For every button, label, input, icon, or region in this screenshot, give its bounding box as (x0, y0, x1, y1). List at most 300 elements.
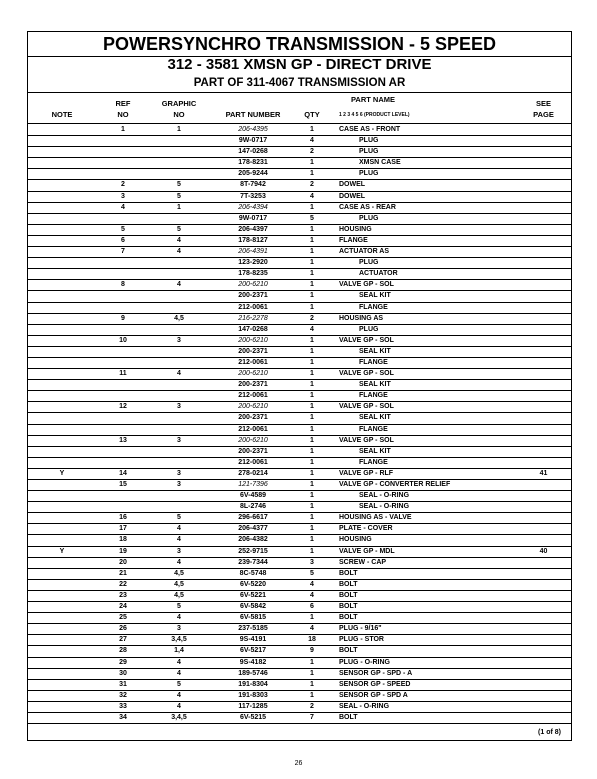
row-part-name: DOWEL (339, 192, 366, 200)
row-part-number: 7T-3253 (240, 192, 266, 200)
table-row (28, 680, 571, 691)
row-part-name: BOLT (339, 647, 358, 655)
row-ref-no: 27 (119, 636, 127, 644)
row-part-name: SEAL KIT (359, 414, 391, 422)
row-graphic-no: 4 (177, 669, 181, 677)
row-graphic-no: 4 (177, 658, 181, 666)
row-graphic-no: 4 (177, 536, 181, 544)
row-qty: 1 (310, 381, 314, 389)
row-part-number: 206-4397 (238, 225, 268, 233)
row-ref-no: 33 (119, 702, 127, 710)
table-row (28, 480, 571, 491)
row-part-number: 6V-5220 (239, 580, 267, 588)
row-part-name: CASE AS - FRONT (339, 126, 401, 133)
row-see-page: 41 (539, 469, 548, 477)
row-part-name: VALVE GP - SOL (339, 370, 394, 378)
row-graphic-no: 5 (177, 225, 181, 233)
row-part-number: 6V-5815 (239, 614, 267, 622)
row-part-name: FLANGE (339, 236, 368, 244)
row-part-name: PLUG (359, 259, 379, 267)
row-part-name: BOLT (339, 569, 358, 577)
row-qty: 1 (310, 170, 314, 178)
table-row (28, 513, 571, 524)
row-part-name: HOUSING (339, 536, 372, 544)
row-qty: 1 (310, 492, 314, 500)
table-row (28, 247, 571, 258)
row-part-number: 252-9715 (238, 547, 268, 555)
row-qty: 2 (310, 702, 314, 710)
row-graphic-no: 3 (177, 481, 181, 488)
row-graphic-no: 1 (177, 126, 181, 133)
table-row (28, 602, 571, 613)
row-part-name: ACTUATOR AS (339, 248, 390, 256)
row-part-name: FLANGE (359, 458, 388, 466)
row-graphic-no: 4,5 (174, 314, 184, 322)
table-row (28, 214, 571, 225)
table-row (28, 236, 571, 247)
row-qty: 4 (310, 192, 314, 200)
row-qty: 1 (310, 358, 314, 366)
table-row (28, 713, 571, 724)
row-qty: 1 (310, 447, 314, 455)
table-row (28, 635, 571, 646)
row-qty: 1 (310, 691, 314, 699)
row-qty: 1 (310, 425, 314, 433)
table-row (28, 147, 571, 158)
row-part-number: 212-0061 (238, 458, 268, 466)
row-qty: 2 (310, 148, 314, 156)
table-row (28, 325, 571, 336)
row-qty: 7 (310, 713, 314, 721)
table-row (28, 591, 571, 602)
table-row (28, 258, 571, 269)
row-graphic-no: 4 (177, 281, 181, 289)
header-ref-1: REF (115, 99, 131, 108)
row-qty: 4 (310, 580, 314, 588)
row-part-number: 9S-4182 (239, 658, 267, 666)
row-part-number: 239-7344 (238, 558, 268, 566)
row-ref-no: 14 (119, 469, 127, 477)
row-ref-no: 31 (119, 680, 127, 688)
row-qty: 1 (310, 614, 314, 622)
row-part-name: HOUSING AS (339, 314, 384, 322)
row-part-number: 200-6210 (238, 370, 268, 378)
row-graphic-no: 4 (177, 236, 181, 244)
table-row (28, 691, 571, 702)
row-graphic-no: 3 (177, 469, 181, 477)
sheet-label: (1 of 8) (538, 729, 561, 736)
row-qty: 1 (310, 259, 314, 267)
table-row (28, 580, 571, 591)
row-graphic-no: 5 (177, 603, 181, 611)
row-graphic-no: 3 (177, 625, 181, 633)
row-qty: 1 (310, 536, 314, 544)
row-part-name: VALVE GP - SOL (339, 436, 394, 444)
row-part-name: FLANGE (359, 303, 388, 311)
table-row (28, 280, 571, 291)
row-graphic-no: 4 (177, 691, 181, 699)
row-graphic-no: 4 (177, 558, 181, 566)
row-part-number: 206-4377 (238, 525, 268, 533)
row-qty: 1 (310, 469, 314, 477)
row-ref-no: 9 (121, 314, 125, 322)
row-part-number: 278-0214 (238, 469, 268, 477)
row-qty: 1 (310, 503, 314, 511)
header-qty: QTY (304, 110, 320, 119)
row-qty: 2 (310, 181, 314, 189)
row-part-number: 200-6210 (238, 436, 268, 444)
row-part-number: 212-0061 (238, 303, 268, 311)
row-part-number: 147-0268 (238, 325, 268, 333)
row-part-name: SEAL KIT (359, 447, 391, 455)
table-row (28, 369, 571, 380)
table-row (28, 413, 571, 424)
table-row (28, 402, 571, 413)
row-qty: 5 (310, 569, 314, 577)
row-graphic-no: 5 (177, 181, 181, 189)
row-ref-no: 5 (121, 225, 125, 233)
row-qty: 1 (310, 236, 314, 244)
row-graphic-no: 4 (177, 525, 181, 533)
row-part-name: SEAL KIT (359, 292, 391, 300)
row-part-name: SEAL KIT (359, 381, 391, 389)
row-qty: 1 (310, 270, 314, 278)
group-title: 312 - 3581 XMSN GP - DIRECT DRIVE (167, 56, 432, 73)
table-row (28, 702, 571, 713)
row-part-number: 6V-5221 (239, 591, 267, 599)
row-qty: 1 (310, 525, 314, 533)
table-row (28, 269, 571, 280)
row-part-name: SENSOR GP - SPD - A (339, 669, 413, 677)
row-qty: 1 (310, 336, 314, 344)
row-part-name: VALVE GP - SOL (339, 336, 394, 344)
row-ref-no: 26 (119, 625, 127, 633)
table-row (28, 291, 571, 302)
row-part-number: 200-2371 (238, 381, 268, 389)
row-qty: 4 (310, 325, 314, 333)
row-part-number: 121-7396 (238, 481, 268, 488)
row-part-name: BOLT (339, 591, 358, 599)
header-see-1: SEE (535, 99, 551, 108)
table-row (28, 569, 571, 580)
row-ref-no: 11 (119, 370, 127, 378)
table-row (28, 391, 571, 402)
row-part-number: 191-8304 (238, 680, 268, 688)
row-part-number: 6V-5842 (239, 603, 267, 611)
row-part-number: 123-2920 (238, 259, 268, 267)
row-qty: 1 (310, 370, 314, 378)
row-part-number: 178-8127 (238, 236, 268, 244)
header-part-name: PART NAME (350, 95, 396, 104)
table-row (28, 502, 571, 513)
row-part-name: FLANGE (359, 358, 388, 366)
row-part-name: VALVE GP - CONVERTER RELIEF (339, 481, 451, 488)
row-part-number: 206-4395 (238, 126, 268, 133)
table-row (28, 425, 571, 436)
row-ref-no: 29 (119, 658, 127, 666)
row-qty: 1 (310, 481, 314, 488)
row-ref-no: 3 (121, 192, 125, 200)
table-row (28, 491, 571, 502)
row-see-page: 40 (539, 547, 548, 555)
row-part-name: PLUG - STOR (339, 636, 384, 644)
row-part-name: FLANGE (359, 392, 388, 400)
row-graphic-no: 3 (177, 547, 181, 555)
row-ref-no: 19 (119, 547, 127, 555)
row-graphic-no: 3,4,5 (171, 713, 187, 721)
part-of-label: PART OF 311-4067 TRANSMISSION AR (193, 77, 406, 89)
row-qty: 6 (310, 603, 314, 611)
row-part-number: 6V-4589 (239, 492, 267, 500)
row-ref-no: 1 (121, 126, 125, 133)
row-qty: 1 (310, 680, 314, 688)
table-row (28, 125, 571, 136)
row-ref-no: 25 (119, 614, 127, 622)
row-part-number: 117-1285 (238, 702, 268, 710)
row-graphic-no: 3 (177, 336, 181, 344)
parts-list-frame (27, 31, 572, 741)
row-note: Y (59, 469, 65, 477)
row-graphic-no: 4 (177, 370, 181, 378)
row-part-name: SENSOR GP - SPEED (339, 680, 411, 688)
row-qty: 1 (310, 248, 314, 256)
row-qty: 1 (310, 514, 314, 522)
row-ref-no: 22 (119, 580, 127, 588)
row-qty: 1 (310, 281, 314, 289)
row-ref-no: 24 (119, 603, 127, 611)
row-qty: 1 (310, 658, 314, 666)
row-ref-no: 7 (121, 248, 125, 256)
table-row (28, 624, 571, 635)
row-qty: 1 (310, 203, 314, 211)
row-ref-no: 16 (119, 514, 127, 522)
row-qty: 9 (310, 647, 314, 655)
row-part-number: 9S-4191 (239, 636, 267, 644)
row-part-number: 191-8303 (238, 691, 268, 699)
row-ref-no: 21 (119, 569, 127, 577)
row-part-name: SEAL KIT (359, 347, 391, 355)
table-row (28, 347, 571, 358)
row-qty: 4 (310, 591, 314, 599)
row-qty: 1 (310, 126, 314, 133)
table-header (28, 92, 571, 124)
row-ref-no: 8 (121, 281, 125, 289)
row-graphic-no: 4 (177, 248, 181, 256)
table-row (28, 558, 571, 569)
row-part-number: 6V-5215 (239, 713, 267, 721)
row-part-name: FLANGE (359, 425, 388, 433)
row-qty: 18 (308, 636, 316, 644)
row-graphic-no: 4,5 (174, 591, 184, 599)
row-part-name: PLUG (359, 137, 379, 145)
row-part-number: 8T-7942 (240, 181, 266, 189)
row-ref-no: 12 (119, 403, 127, 411)
row-part-name: PLUG (359, 148, 379, 156)
table-row (28, 169, 571, 180)
row-part-name: SENSOR GP - SPD A (339, 691, 408, 699)
row-part-number: 212-0061 (238, 358, 268, 366)
document-title: POWERSYNCHRO TRANSMISSION - 5 SPEED (28, 32, 571, 57)
row-part-name: PLUG - O-RING (339, 658, 390, 666)
row-part-name: SCREW - CAP (339, 558, 387, 566)
table-row (28, 314, 571, 325)
row-graphic-no: 4 (177, 614, 181, 622)
row-part-number: 200-6210 (238, 336, 268, 344)
row-part-number: 200-2371 (238, 347, 268, 355)
row-graphic-no: 1 (177, 203, 181, 211)
row-ref-no: 18 (119, 536, 127, 544)
header-graphic-2: NO (173, 110, 185, 119)
row-graphic-no: 5 (177, 192, 181, 200)
row-graphic-no: 3,4,5 (171, 636, 187, 644)
row-part-number: 178-8231 (238, 159, 268, 167)
row-qty: 4 (310, 137, 314, 145)
table-row (28, 336, 571, 347)
row-ref-no: 20 (119, 558, 127, 566)
table-row (28, 180, 571, 191)
row-qty: 1 (310, 347, 314, 355)
table-row (28, 158, 571, 169)
header-see-2: PAGE (533, 110, 554, 119)
table-row (28, 613, 571, 624)
table-row (28, 658, 571, 669)
header-ref-2: NO (117, 110, 129, 119)
row-ref-no: 15 (119, 481, 127, 488)
row-qty: 1 (310, 458, 314, 466)
row-part-name: DOWEL (339, 181, 366, 189)
row-part-number: 200-6210 (238, 403, 268, 411)
row-ref-no: 23 (119, 591, 127, 599)
row-graphic-no: 1,4 (174, 647, 184, 655)
table-row (28, 458, 571, 469)
row-ref-no: 10 (119, 336, 127, 344)
row-part-name: VALVE GP - SOL (339, 403, 394, 411)
row-part-number: 8L-2746 (239, 503, 267, 511)
row-part-name: BOLT (339, 713, 358, 721)
row-part-number: 9W-0717 (238, 137, 268, 145)
table-row (28, 203, 571, 214)
row-ref-no: 4 (121, 203, 125, 211)
row-part-number: 178-8235 (238, 270, 268, 278)
table-row (28, 646, 571, 657)
row-part-name: BOLT (339, 580, 358, 588)
table-row (28, 358, 571, 369)
row-graphic-no: 3 (177, 403, 181, 411)
row-part-number: 6V-5217 (239, 647, 267, 655)
row-part-name: PLATE - COVER (339, 525, 393, 533)
row-part-number: 8C-5748 (239, 569, 267, 577)
row-part-name: PLUG (359, 170, 379, 178)
row-qty: 1 (310, 392, 314, 400)
table-row (28, 380, 571, 391)
row-qty: 2 (310, 314, 314, 322)
row-graphic-no: 4,5 (174, 580, 184, 588)
table-row (28, 547, 571, 558)
row-qty: 1 (310, 669, 314, 677)
parts-table-body (28, 125, 571, 724)
table-row (28, 469, 571, 480)
row-part-number: 189-5746 (238, 669, 268, 677)
row-part-name: VALVE GP - SOL (339, 281, 394, 289)
row-ref-no: 6 (121, 236, 125, 244)
row-qty: 1 (310, 403, 314, 411)
row-ref-no: 34 (119, 713, 127, 721)
row-qty: 1 (310, 225, 314, 233)
table-row (28, 225, 571, 236)
row-graphic-no: 4 (177, 702, 181, 710)
row-part-number: 200-6210 (238, 281, 268, 289)
row-graphic-no: 3 (177, 436, 181, 444)
row-part-number: 200-2371 (238, 414, 268, 422)
row-part-name: XMSN CASE (359, 159, 401, 167)
row-qty: 1 (310, 292, 314, 300)
row-graphic-no: 5 (177, 680, 181, 688)
row-part-number: 206-4382 (238, 536, 268, 544)
row-part-name: ACTUATOR (359, 270, 398, 278)
row-ref-no: 13 (119, 436, 127, 444)
row-part-name: BOLT (339, 603, 358, 611)
table-row (28, 524, 571, 535)
row-part-name: SEAL - O-RING (359, 492, 410, 500)
row-part-name: BOLT (339, 614, 358, 622)
row-part-name: HOUSING (339, 225, 372, 233)
row-graphic-no: 5 (177, 514, 181, 522)
row-part-number: 9W-0717 (238, 214, 268, 222)
row-qty: 1 (310, 159, 314, 167)
table-row (28, 535, 571, 546)
row-part-name: PLUG - 9/16" (339, 625, 382, 633)
row-qty: 1 (310, 547, 314, 555)
table-row (28, 303, 571, 314)
row-part-number: 216-2278 (238, 314, 268, 322)
row-qty: 4 (310, 625, 314, 633)
row-part-name: PLUG (359, 214, 379, 222)
row-qty: 1 (310, 303, 314, 311)
row-part-number: 147-0268 (238, 148, 268, 156)
table-row (28, 669, 571, 680)
header-product-level: 1 2 3 4 5 6 (PRODUCT LEVEL) (339, 112, 410, 118)
row-ref-no: 32 (119, 691, 127, 699)
row-part-name: SEAL - O-RING (359, 503, 410, 511)
page-number: 26 (294, 760, 303, 767)
table-row (28, 447, 571, 458)
row-part-number: 212-0061 (238, 425, 268, 433)
table-row (28, 192, 571, 203)
row-part-number: 205-9244 (238, 170, 268, 178)
row-qty: 1 (310, 414, 314, 422)
row-part-number: 237-5185 (238, 625, 268, 633)
row-part-number: 200-2371 (238, 292, 268, 300)
table-row (28, 136, 571, 147)
row-graphic-no: 4,5 (174, 569, 184, 577)
row-ref-no: 2 (121, 181, 125, 189)
row-part-name: SEAL - O-RING (339, 702, 390, 710)
row-part-number: 212-0061 (238, 392, 268, 400)
row-part-number: 200-2371 (238, 447, 268, 455)
row-qty: 3 (310, 558, 314, 566)
row-part-number: 206-4394 (238, 203, 268, 211)
row-part-name: HOUSING AS - VALVE (339, 514, 412, 522)
row-part-name: CASE AS - REAR (339, 203, 396, 211)
row-part-number: 206-4391 (238, 248, 268, 256)
row-part-name: PLUG (359, 325, 379, 333)
row-ref-no: 17 (119, 525, 127, 533)
table-row (28, 436, 571, 447)
header-graphic-1: GRAPHIC (161, 99, 197, 108)
row-part-name: VALVE GP - MDL (339, 547, 395, 555)
row-ref-no: 28 (119, 647, 127, 655)
row-part-name: VALVE GP - RLF (339, 469, 394, 477)
